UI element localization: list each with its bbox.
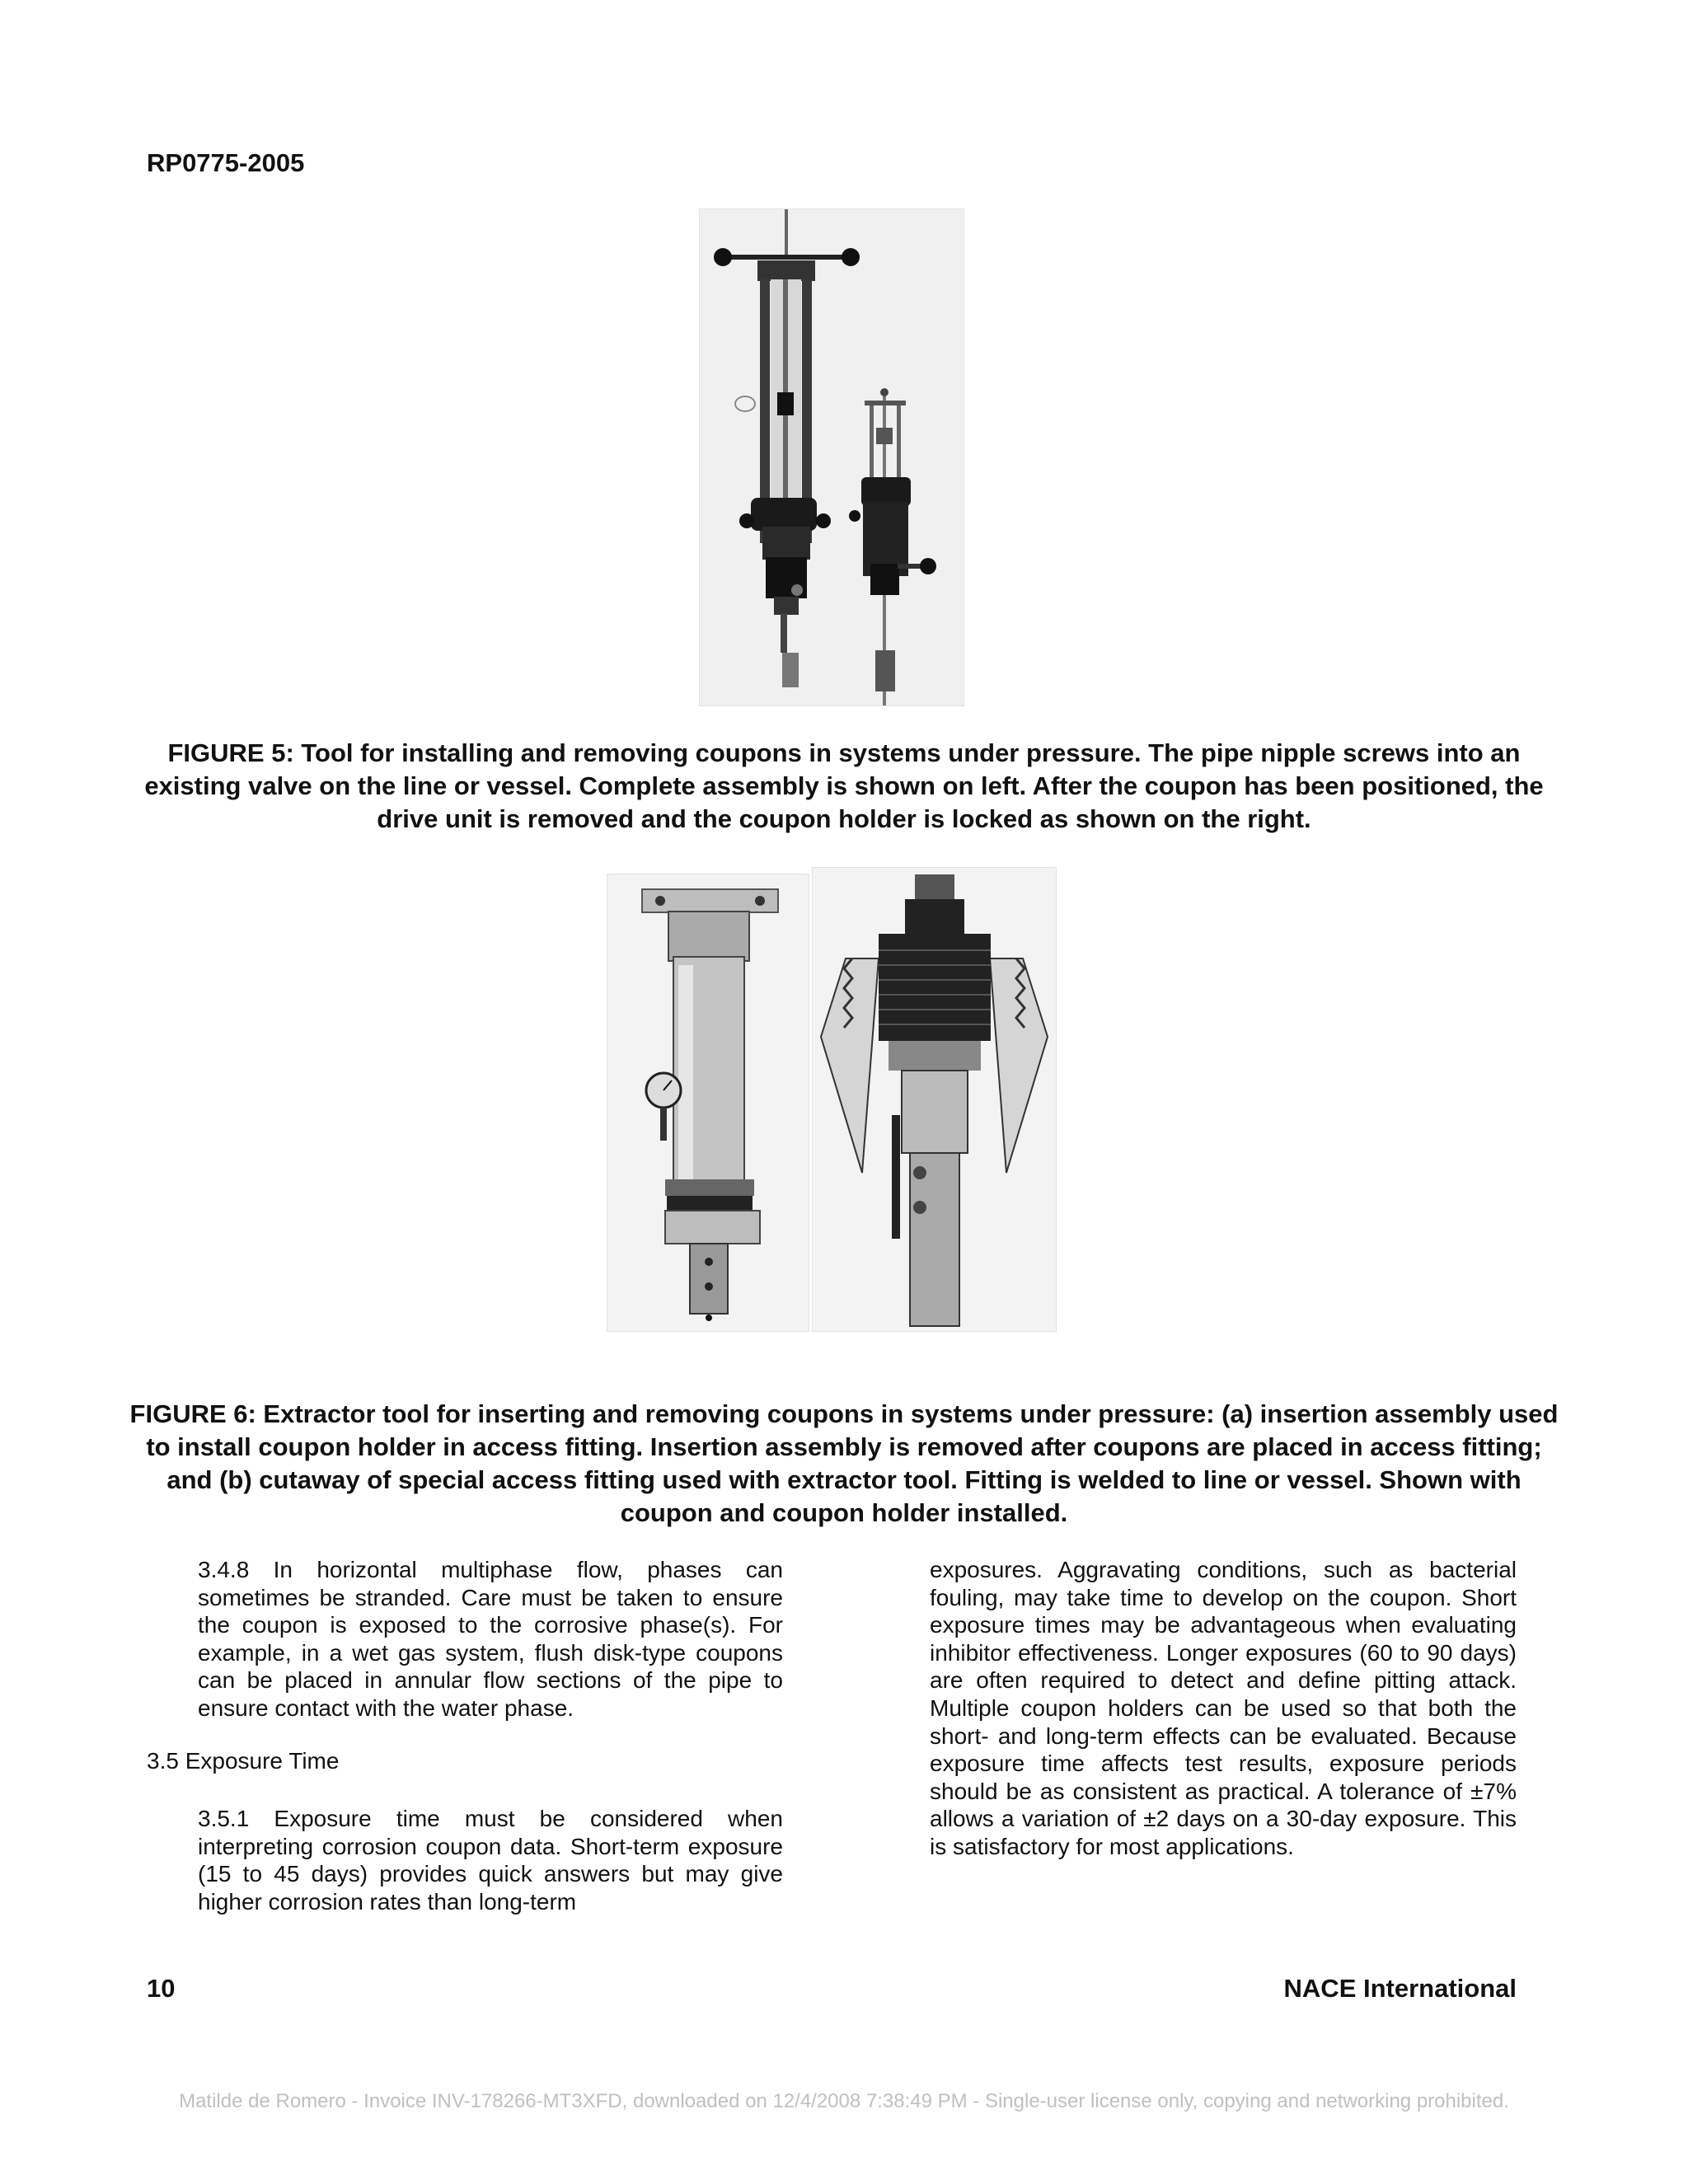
document-id: RP0775-2005: [147, 148, 305, 177]
access-fitting-cutaway-illustration: [813, 868, 1056, 1331]
coupon-tool-illustration: [700, 209, 964, 705]
license-watermark: Matilde de Romero - Invoice INV-178266-MT3XFD, downloaded on 12/4/2008 7:38:49 PM - Single-user license only, copying and networking prohibited.: [179, 2090, 1509, 2112]
paragraph-3-5-1-part-2: exposures. Aggravating conditions, such as bacterial fouling, may take time to develop on the coupon. Short exposure times may be advantageous when evaluating inhibitor effectiveness. Longer exposures (60 to 90 days) are often required to detect and define pitting attack. Multiple coupon holders can be used so that both the short- and long-term effects can be evaluated. Because exposure time affects test results, exposure periods should be as consistent as practical. A tolerance of ±7% allows a variation of ±2 days on a 30-day exposure. This is satisfactory for most applications.: [930, 1557, 1517, 1859]
figure-6a-photo: [607, 874, 809, 1332]
section-heading-3-5: 3.5 Exposure Time: [147, 1748, 340, 1774]
figure-5-photo: [699, 209, 964, 706]
page-number: 10: [147, 1974, 176, 2003]
insertion-assembly-illustration: [607, 874, 809, 1331]
paragraph-3-4-8: 3.4.8 In horizontal multiphase flow, phases can sometimes be stranded. Care must be taken to ensure the coupon is exposed to the corrosive phase(s). For example, in a wet gas system, flush disk-type coupons can be placed in annular flow sections of the pipe to ensure contact with the water phase.: [198, 1557, 783, 1721]
figure-5-caption: FIGURE 5: Tool for installing and removing coupons in systems under pressure. The pipe nipple screws into an existing valve on the line or vessel. Complete assembly is shown on left. After the coupon has been positioned, the drive unit is removed and the coupon holder is locked as shown on the right.: [144, 738, 1544, 833]
figure-6-caption: FIGURE 6: Extractor tool for inserting and removing coupons in systems under pressure: (a) insertion assembly used to install coupon holder in access fitting. Insertion assembly is removed after coupons are placed in access fitting; and (b) cutaway of special access fitting used with extractor tool. Fitting is welded to line or vessel. Shown with coupon and coupon holder installed.: [129, 1399, 1559, 1527]
paragraph-3-5-1-part-1: 3.5.1 Exposure time must be considered when interpreting corrosion coupon data. Short-term exposure (15 to 45 days) provides quick answers but may give higher corrosion rates than long-term: [198, 1806, 783, 1915]
publisher-name: NACE International: [1283, 1974, 1517, 2003]
figure-6b-photo: [812, 867, 1057, 1332]
